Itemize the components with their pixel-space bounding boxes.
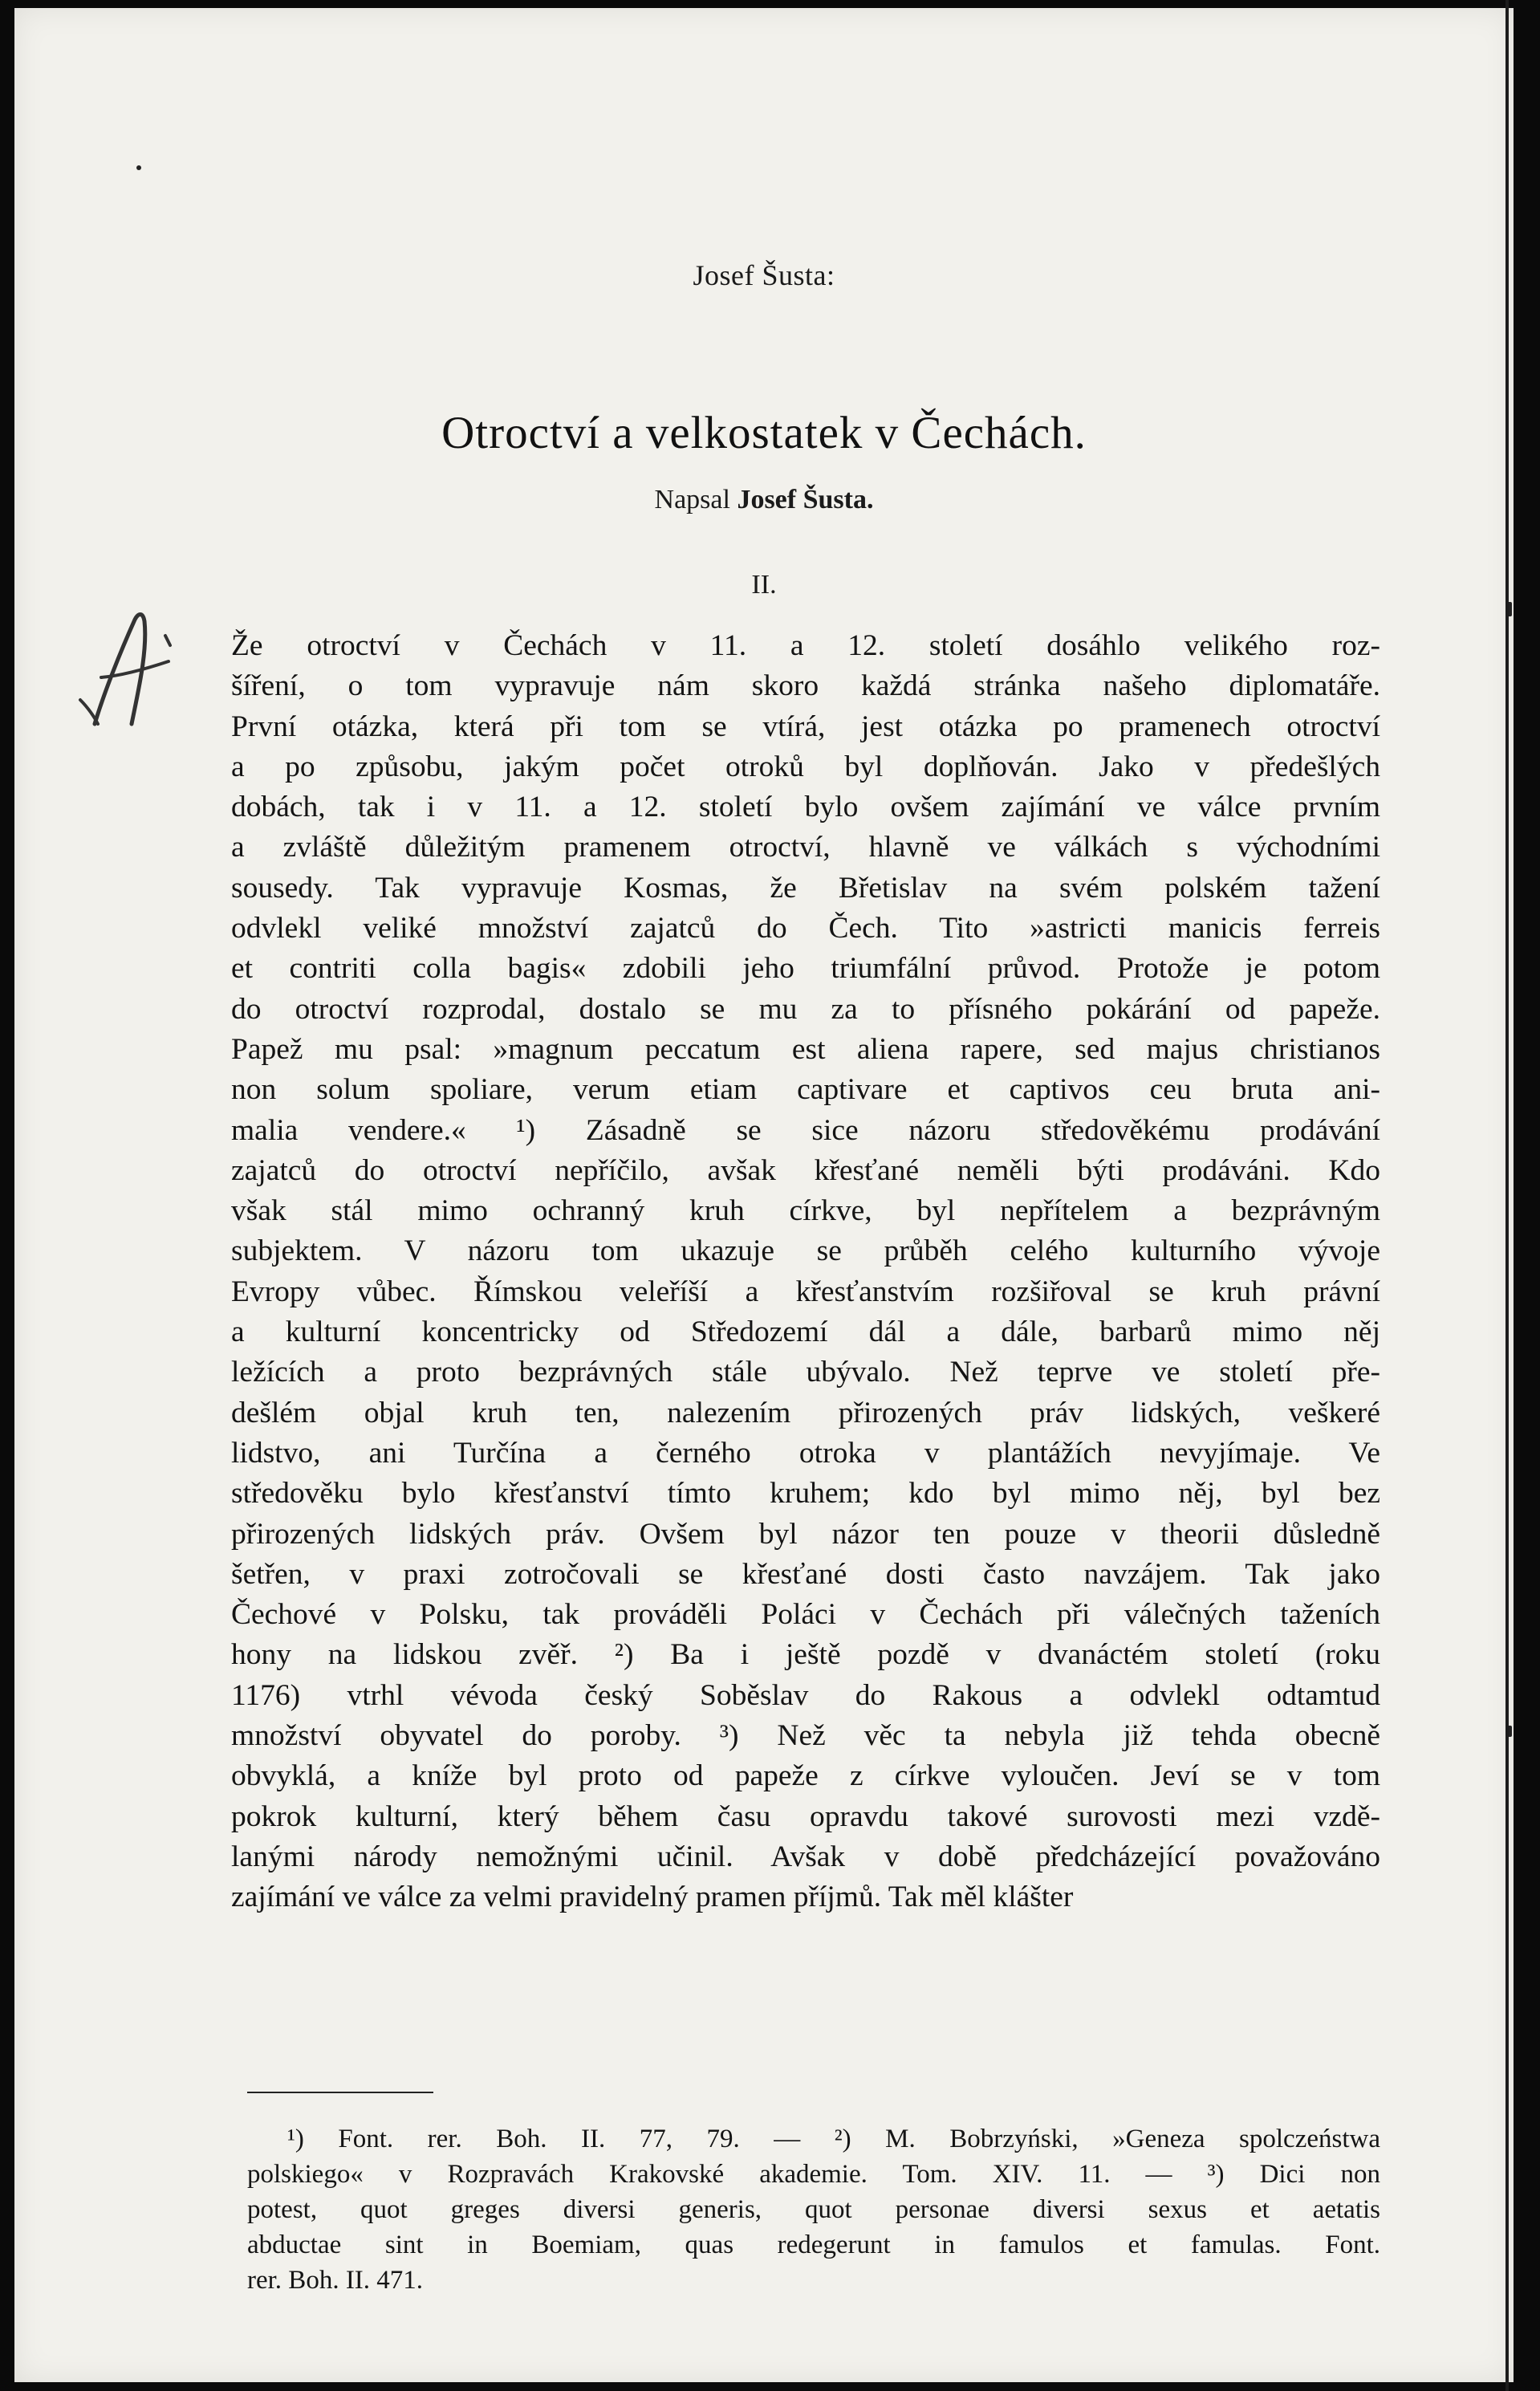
body-line: středověku bylo křesťanství tímto kruhem; kdo byl mimo něj, byl bez	[231, 1477, 1380, 1511]
scan-edge-line	[1505, 0, 1509, 2391]
body-line: subjektem. V názoru tom ukazuje se průběh celého kulturního vývoje	[231, 1234, 1380, 1268]
footnote-line: ¹) Font. rer. Boh. II. 77, 79. — ²) M. Bobrzyński, »Geneza spolczeństwa	[287, 2125, 1380, 2153]
body-line: non solum spoliare, verum etiam captivare et captivos ceu bruta ani-	[231, 1073, 1380, 1107]
section-number: II.	[751, 570, 777, 600]
running-head: Josef Šusta:	[693, 259, 835, 291]
body-line: lanými národy nemožnými učinil. Avšak v době předcházející považováno	[231, 1840, 1380, 1873]
body-line: lidstvo, ani Turčína a černého otroka v plantážích nevyjímaje. Ve	[231, 1436, 1380, 1470]
article-title: Otroctví a velkostatek v Čechách.	[441, 408, 1087, 458]
footnotes	[247, 2121, 1380, 2298]
scan-right-edge	[1514, 0, 1540, 2391]
byline-author: Josef Šusta.	[737, 485, 874, 514]
body-line: do otroctví rozprodal, dostalo se mu za to přísného pokárání od papeže.	[231, 992, 1380, 1026]
body-line: Evropy vůbec. Římskou veleříší a křesťanstvím rozšiřoval se kruh právní	[231, 1275, 1380, 1308]
footnote-divider	[247, 2092, 433, 2093]
book-page	[14, 8, 1514, 2382]
body-line: a po způsobu, jakým počet otroků byl doplňován. Jako v předešlých	[231, 750, 1380, 783]
byline-prefix: Napsal	[654, 485, 730, 514]
body-line: ležících a proto bezprávných stále ubývalo. Než teprve ve století pře-	[231, 1356, 1380, 1389]
scan-speck	[136, 165, 141, 170]
body-line: 1176) vtrhl vévoda český Soběslav do Rakous a odvlekl odtamtud	[231, 1678, 1380, 1712]
body-line: pokrok kulturní, který během času opravdu takové surovosti mezi vzdě-	[231, 1799, 1380, 1833]
body-line: dešlém objal kruh ten, nalezením přirozených práv lidských, veškeré	[231, 1396, 1380, 1429]
body-line: zajímání ve válce za velmi pravidelný pramen příjmů. Tak měl klášter	[231, 1881, 1074, 1914]
footnote-line: potest, quot greges diversi generis, quot personae diversi sexus et aetatis	[247, 2195, 1380, 2224]
body-line: a zvláště důležitým pramenem otroctví, hlavně ve válkách s východními	[231, 831, 1380, 864]
footnote-line: rer. Boh. II. 471.	[247, 2266, 424, 2295]
body-line: množství obyvatel do poroby. ³) Než věc ta nebyla již tehda obecně	[231, 1719, 1380, 1753]
body-line: hony na lidskou zvěř. ²) Ba i ještě pozdě v dvanáctém století (roku	[231, 1638, 1380, 1672]
body-line: šíření, o tom vypravuje nám skoro každá stránka našeho diplomatáře.	[231, 669, 1380, 703]
body-line: Papež mu psal: »magnum peccatum est aliena rapere, sed majus christianos	[231, 1032, 1380, 1066]
body-line: však stál mimo ochranný kruh církve, byl nepřítelem a bezprávným	[231, 1194, 1380, 1228]
body-line: zajatců do otroctví nepříčilo, avšak křesťané neměli býti prodáváni. Kdo	[231, 1153, 1380, 1187]
body-line: První otázka, která při tom se vtírá, jest otázka po pramenech otroctví	[231, 710, 1380, 743]
body-line: et contriti colla bagis« zdobili jeho triumfální průvod. Protože je potom	[231, 952, 1380, 986]
byline	[14, 485, 1514, 515]
body-text	[231, 626, 1380, 1918]
footnote-line: abductae sint in Boemiam, quas redegerunt in famulos et famulas. Font.	[247, 2230, 1380, 2259]
body-line: dobách, tak i v 11. a 12. století bylo ovšem zajímání ve válce prvním	[231, 791, 1380, 824]
footnote-line: polskiego« v Rozpravách Krakovské akademie. Tom. XIV. 11. — ³) Dici non	[247, 2160, 1380, 2189]
body-line: a kulturní koncentricky od Středozemí dál a dále, barbarů mimo něj	[231, 1315, 1380, 1349]
handwritten-pencil-mark-icon	[48, 604, 193, 732]
body-line: šetřen, v praxi zotročovali se křesťané dosti často navzájem. Tak jako	[231, 1557, 1380, 1591]
body-line: odvlekl veliké množství zajatců do Čech. Tito »astricti manicis ferreis	[231, 912, 1380, 945]
body-line: sousedy. Tak vypravuje Kosmas, že Břetislav na svém polském tažení	[231, 871, 1380, 905]
body-line: obvyklá, a kníže byl proto od papeže z církve vyloučen. Jeví se v tom	[231, 1759, 1380, 1793]
body-line: Čechové v Polsku, tak prováděli Poláci v Čechách při válečných taženích	[231, 1598, 1380, 1632]
body-line: Že otroctví v Čechách v 11. a 12. století dosáhlo velikého roz-	[231, 629, 1380, 662]
body-line: přirozených lidských práv. Ovšem byl názor ten pouze v theorii důsledně	[231, 1517, 1380, 1551]
body-line: malia vendere.« ¹) Zásadně se sice názoru středověkému prodávání	[231, 1113, 1380, 1147]
